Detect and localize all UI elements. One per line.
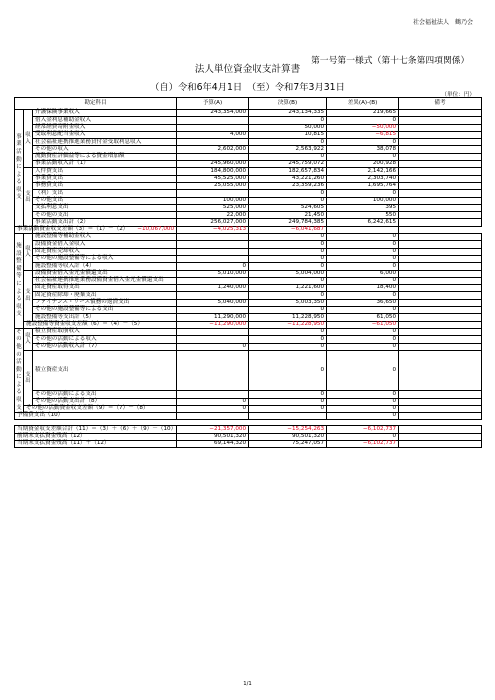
actual-value: 0 (249, 328, 327, 335)
difference-value: 6,242,615 (327, 219, 399, 226)
actual-value: 249,784,385 (249, 219, 327, 226)
account-name: その他の施設整備等による収入 (33, 255, 177, 262)
remarks-cell (399, 321, 482, 328)
table-row (15, 131, 482, 138)
difference-value: 36,650 (327, 299, 399, 306)
actual-value: 0 (249, 391, 327, 398)
account-name: その他の収入 (33, 146, 177, 153)
difference-value: 61,050 (327, 314, 399, 321)
remarks-cell (399, 241, 482, 248)
table-row (15, 168, 482, 175)
table-row (15, 277, 482, 284)
remarks-cell (399, 175, 482, 182)
difference-value: 0 (327, 343, 399, 350)
account-name: ファイナンス・リース債務の返済支出 (33, 299, 177, 306)
fiscal-period: （自）令和6年4月1日 （至）令和7年3月31日 (150, 82, 345, 93)
remarks-cell (399, 263, 482, 270)
remarks-cell (399, 234, 482, 241)
actual-value: 5,004,000 (249, 270, 327, 277)
difference-value: 0 (327, 263, 399, 270)
account-name: 借入金利息補助金収入 (33, 117, 177, 124)
budget-value (177, 139, 249, 146)
remarks-cell (399, 212, 482, 219)
account-name: 社会福祉連携推進業務貸付金受取利息収入 (33, 139, 177, 146)
account-name: 施設整備等補助金収入 (33, 234, 177, 241)
remarks-cell (399, 161, 482, 168)
difference-value: 0 (327, 234, 399, 241)
table-row (15, 139, 482, 146)
budget-value: 243,354,000 (177, 110, 249, 117)
budget-value (177, 255, 249, 262)
difference-value: −6,815 (327, 131, 399, 138)
actual-value: 524,605 (249, 204, 327, 211)
actual-value: 1,221,600 (249, 285, 327, 292)
actual-value: 2,563,922 (249, 146, 327, 153)
table-row (15, 117, 482, 124)
difference-value: 0 (327, 255, 399, 262)
account-name: 固定資産取得支出 (33, 285, 177, 292)
col-header-budget: 予算(A) (177, 98, 249, 110)
table-row (15, 175, 482, 182)
group-label-facility: 施設整備等による収支 (15, 234, 24, 329)
account-name: 施設整備等支出計（5） (33, 314, 177, 321)
budget-value: 0 (177, 263, 249, 270)
remarks-cell (399, 124, 482, 131)
remarks-cell (399, 153, 482, 160)
difference-value: −6,102,737 (327, 440, 399, 447)
remarks-cell (399, 146, 482, 153)
account-name: 介護保険事業収入 (33, 110, 177, 117)
actual-value: 243,134,335 (249, 110, 327, 117)
organization-name: 社会福祉法人 鶴乃会 (412, 19, 473, 26)
budget-value: −10,067,000 (33, 226, 177, 233)
table-row (15, 255, 482, 262)
unit-label: （単位：円） (441, 92, 475, 98)
table-header-row (15, 98, 482, 110)
difference-value: −6,102,737 (327, 426, 399, 433)
actual-value: 11,228,950 (249, 314, 327, 321)
actual-value: 0 (249, 117, 327, 124)
difference-value: −6,041,687 (249, 226, 327, 233)
difference-value: 0 (327, 398, 399, 405)
table-row (15, 336, 482, 343)
actual-value: 0 (249, 398, 327, 405)
remarks-cell (399, 270, 482, 277)
remarks-cell (399, 117, 482, 124)
account-name: その他の支出 (33, 212, 177, 219)
budget-value: 256,027,000 (177, 219, 249, 226)
table-row (15, 241, 482, 248)
actual-value: 50,000 (249, 124, 327, 131)
difference-value: 0 (327, 190, 399, 197)
subgroup-label-income: 収入 (24, 328, 33, 350)
account-name: 当期末支払資金残高（11）＋（12） (15, 440, 177, 447)
budget-value (177, 117, 249, 124)
remarks-cell (399, 299, 482, 306)
actual-value: 0 (249, 139, 327, 146)
budget-value: 245,960,000 (177, 161, 249, 168)
account-name: 施設整備等収入計（4） (33, 263, 177, 270)
difference-value: 395 (327, 204, 399, 211)
account-name: 固定資産売却収入 (33, 248, 177, 255)
difference-value: 0 (327, 350, 399, 390)
table-row (15, 440, 482, 447)
cash-flow-table (14, 97, 482, 448)
subgroup-label-expense: 支出 (24, 270, 33, 321)
col-header-account: 勘定科目 (15, 98, 177, 110)
table-row (15, 204, 482, 211)
table-row (15, 405, 482, 412)
remarks-cell (399, 343, 482, 350)
account-name: 事業活動支出計（2） (33, 219, 177, 226)
difference-value: 2,142,166 (327, 168, 399, 175)
budget-value: 45,525,000 (177, 175, 249, 182)
difference-value: 0 (327, 433, 399, 440)
account-name: 経常経費寄附金収入 (33, 124, 177, 131)
remarks-cell (399, 336, 482, 343)
actual-value: 0 (249, 255, 327, 262)
account-name: 当期資金収支差額合計（11）＝（3）＋（6）＋（9）－（10） (15, 426, 177, 433)
difference-value: 0 (327, 292, 399, 299)
group-label-operating: 事業活動による収支 (15, 110, 24, 227)
table-row (15, 263, 482, 270)
budget-value (177, 234, 249, 241)
table-row (15, 182, 482, 189)
remarks-cell (399, 405, 482, 412)
remarks-cell (399, 197, 482, 204)
budget-value: 4,000 (177, 131, 249, 138)
actual-value: 23,359,236 (249, 182, 327, 189)
budget-value (177, 328, 249, 335)
table-row (15, 285, 482, 292)
budget-value: 22,000 (177, 212, 249, 219)
actual-value: 0 (249, 197, 327, 204)
difference-value: 2,303,740 (327, 175, 399, 182)
account-name: その他支出 (33, 197, 177, 204)
remarks-cell (399, 440, 482, 447)
actual-value: 75,247,057 (249, 440, 327, 447)
account-name: 社会福祉連携推進業務設備資金借入金元金償還支出 (33, 277, 177, 284)
subgroup-label-expense: 支出 (24, 350, 33, 405)
remarks-cell (399, 391, 482, 398)
remarks-cell (399, 307, 482, 314)
actual-value: 0 (249, 277, 327, 284)
actual-value: −11,228,950 (249, 321, 327, 328)
table-row (15, 413, 482, 420)
table-row (15, 212, 482, 219)
account-name: 事業活動資金収支差額（3）＝（1）－（2） (15, 226, 33, 233)
budget-value (177, 241, 249, 248)
difference-value: 200,928 (327, 161, 399, 168)
budget-value: 184,800,000 (177, 168, 249, 175)
actual-value: −15,254,263 (249, 426, 327, 433)
account-name: 予備費支出（10） (15, 413, 177, 420)
account-name: 事務費支出 (33, 182, 177, 189)
difference-value: 0 (327, 117, 399, 124)
remarks-cell (399, 219, 482, 226)
account-name: 受取利息配当金収入 (33, 131, 177, 138)
account-name: 積立資産取崩収入 (33, 328, 177, 335)
difference-value: 0 (327, 405, 399, 412)
difference-value: 38,078 (327, 146, 399, 153)
difference-value: 0 (327, 153, 399, 160)
form-number: 第一号第一様式（第十七条第四項関係） (311, 56, 470, 66)
difference-value: 0 (327, 328, 399, 335)
difference-value: 0 (327, 307, 399, 314)
account-name: 流動資産評価益等による資金増加額 (33, 153, 177, 160)
difference-value: 0 (327, 336, 399, 343)
remarks-cell (399, 248, 482, 255)
actual-value: 182,657,834 (249, 168, 327, 175)
actual-value: 0 (249, 153, 327, 160)
actual-value (249, 413, 327, 420)
difference-value: 0 (327, 413, 399, 420)
page-number: 1/1 (243, 681, 252, 687)
budget-value: 525,000 (177, 204, 249, 211)
document-title: 法人単位資金収支計算書 (194, 64, 301, 75)
table-row (15, 234, 482, 241)
difference-value: −50,000 (327, 124, 399, 131)
account-name: 支払利息支出 (33, 204, 177, 211)
budget-value (177, 248, 249, 255)
col-header-actual: 決算(B) (249, 98, 327, 110)
actual-value: 0 (249, 248, 327, 255)
account-name: 事業活動収入計（1） (33, 161, 177, 168)
remarks-cell (399, 292, 482, 299)
budget-value: 5,010,000 (177, 270, 249, 277)
remarks-cell (399, 255, 482, 262)
remarks-cell (327, 226, 399, 233)
col-header-difference: 差異(A)-(B) (327, 98, 399, 110)
account-name: 固定資産除却・廃棄支出 (33, 292, 177, 299)
actual-value: 0 (249, 405, 327, 412)
table-row (15, 343, 482, 350)
subgroup-label-expense: 支出 (24, 168, 33, 226)
budget-value: 100,000 (177, 197, 249, 204)
remarks-cell (399, 433, 482, 440)
remarks-cell (399, 314, 482, 321)
remarks-cell (399, 190, 482, 197)
table-row (15, 314, 482, 321)
account-name: 事業費支出 (33, 175, 177, 182)
budget-value: 2,602,000 (177, 146, 249, 153)
budget-value (177, 413, 249, 420)
remarks-cell (399, 285, 482, 292)
table-row (15, 307, 482, 314)
actual-value: 43,221,260 (249, 175, 327, 182)
remarks-cell (399, 350, 482, 390)
group-label-other: その他の活動による収支 (15, 328, 24, 412)
budget-value: 0 (177, 398, 249, 405)
difference-value: 0 (327, 139, 399, 146)
actual-value: 5,003,350 (249, 299, 327, 306)
remarks-cell (399, 277, 482, 284)
subgroup-label-income: 収入 (24, 234, 33, 270)
budget-value: −21,357,000 (177, 426, 249, 433)
remarks-cell (399, 110, 482, 117)
table-row (15, 161, 482, 168)
difference-value: 0 (327, 391, 399, 398)
budget-value: 11,290,000 (177, 314, 249, 321)
actual-value: 245,759,072 (249, 161, 327, 168)
actual-value: 0 (249, 336, 327, 343)
difference-value: 550 (327, 212, 399, 219)
table-row (15, 197, 482, 204)
budget-value: 0 (177, 405, 249, 412)
account-name: その他の活動資金収支差額（9）＝（7）－（8） (24, 405, 177, 412)
account-name: その他の活動収入計（7） (33, 343, 177, 350)
difference-value: 100,000 (327, 197, 399, 204)
remarks-cell (399, 131, 482, 138)
difference-value: −61,050 (327, 321, 399, 328)
actual-value: 0 (249, 263, 327, 270)
difference-value: 0 (327, 248, 399, 255)
actual-value: 0 (249, 343, 327, 350)
table-row (15, 391, 482, 398)
account-name: 前期末支払資金残高（12） (15, 433, 177, 440)
account-name: 積立資産支出 (33, 350, 177, 390)
budget-value (177, 350, 249, 390)
actual-value: 10,815 (249, 131, 327, 138)
account-name: 人件費支出 (33, 168, 177, 175)
remarks-cell (399, 426, 482, 433)
table-row (15, 321, 482, 328)
remarks-cell (399, 168, 482, 175)
remarks-cell (399, 328, 482, 335)
account-name: 設備資金借入金収入 (33, 241, 177, 248)
remarks-cell (399, 139, 482, 146)
difference-value: 0 (327, 241, 399, 248)
actual-value: 0 (249, 350, 327, 390)
difference-value: 6,000 (327, 270, 399, 277)
budget-value: 69,144,320 (177, 440, 249, 447)
col-header-remarks: 備考 (399, 98, 482, 110)
difference-value: 0 (327, 277, 399, 284)
remarks-cell (399, 398, 482, 405)
actual-value: 0 (249, 241, 327, 248)
remarks-cell (399, 204, 482, 211)
budget-value (177, 190, 249, 197)
account-name: 施設整備等資金収支差額（6）＝（4）－（5） (24, 321, 177, 328)
account-name: その他の活動支出計（8） (33, 398, 177, 405)
account-name: 設備資金借入金元金償還支出 (33, 270, 177, 277)
budget-value: 5,040,000 (177, 299, 249, 306)
budget-value: 90,501,320 (177, 433, 249, 440)
account-name: その他の活動による支出 (33, 391, 177, 398)
table-row (15, 190, 482, 197)
account-name: その他の活動による収入 (33, 336, 177, 343)
budget-value: −11,290,000 (177, 321, 249, 328)
difference-value: 1,695,764 (327, 182, 399, 189)
budget-value: 1,240,000 (177, 285, 249, 292)
actual-value: 90,501,320 (249, 433, 327, 440)
table-row (15, 328, 482, 335)
remarks-cell (399, 413, 482, 420)
table-row (15, 350, 482, 390)
budget-value: 25,055,000 (177, 182, 249, 189)
account-name: その他の施設整備等による支出 (33, 307, 177, 314)
subgroup-label-income: 収入 (24, 110, 33, 168)
table-row (15, 110, 482, 117)
account-name: （利）支出 (33, 190, 177, 197)
remarks-cell (399, 182, 482, 189)
budget-value (177, 307, 249, 314)
actual-value: 0 (249, 307, 327, 314)
actual-value: −4,025,313 (177, 226, 249, 233)
difference-value: 18,400 (327, 285, 399, 292)
difference-value: 219,665 (327, 110, 399, 117)
budget-value (177, 391, 249, 398)
actual-value: 0 (249, 292, 327, 299)
actual-value: 0 (249, 190, 327, 197)
actual-value: 21,450 (249, 212, 327, 219)
budget-value: 0 (177, 343, 249, 350)
budget-value (177, 336, 249, 343)
actual-value: 0 (249, 234, 327, 241)
